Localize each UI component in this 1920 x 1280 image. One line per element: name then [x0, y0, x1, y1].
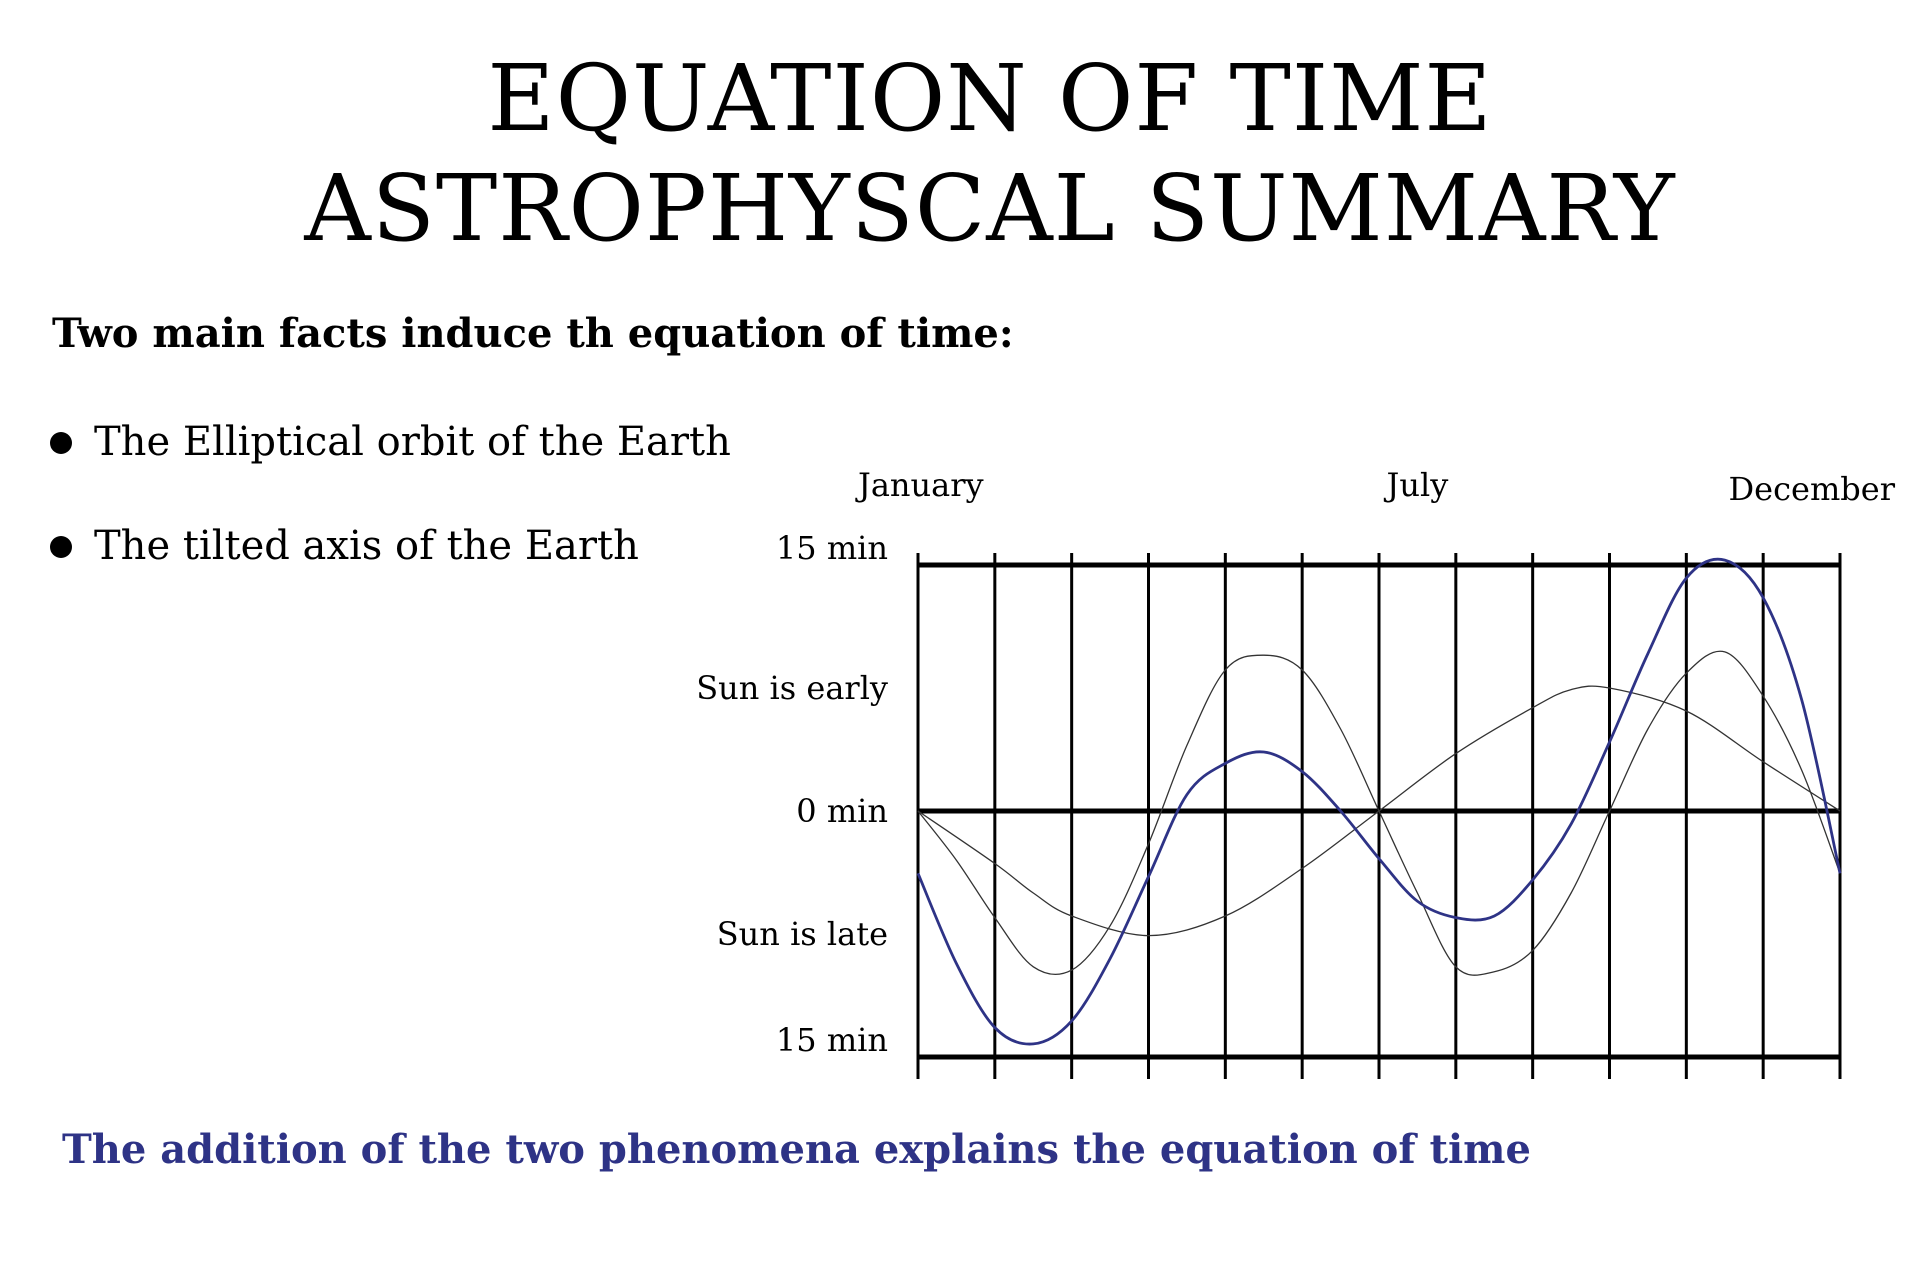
bullet-dot [50, 432, 72, 454]
fact-text: The tilted axis of the Earth [94, 523, 639, 569]
y-axis-label: 15 min [775, 529, 888, 567]
intro-text: Two main facts induce th equation of time: [52, 310, 1014, 357]
facts-list [48, 412, 731, 620]
fact-item [48, 412, 731, 516]
page-title-line-2: ASTROPHYSCAL SUMMARY [304, 155, 1676, 262]
equation-of-time-chart [660, 450, 1910, 1090]
bullet-dot [50, 536, 72, 558]
month-label: July [1386, 466, 1449, 504]
month-label: December [1728, 470, 1895, 508]
fact-item [48, 516, 731, 620]
page-title-line-1: EQUATION OF TIME [487, 45, 1493, 152]
conclusion-text: The addition of the two phenomena explains the equation of time [62, 1126, 1531, 1173]
y-axis-label: Sun is late [716, 915, 888, 953]
y-axis-label: 0 min [796, 792, 888, 830]
y-axis-label: 15 min [775, 1021, 888, 1059]
month-label: January [858, 466, 984, 504]
y-axis-label: Sun is early [696, 669, 888, 707]
fact-text: The Elliptical orbit of the Earth [94, 419, 731, 465]
